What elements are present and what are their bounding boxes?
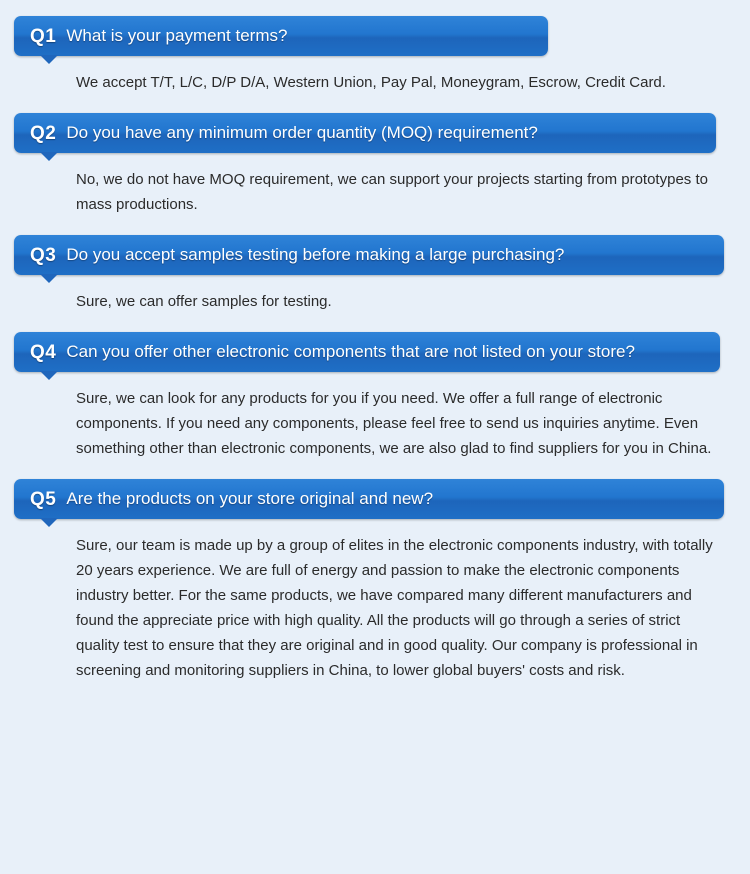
question-banner-q5 (14, 479, 724, 519)
answer-wrapper (14, 372, 736, 465)
question-text: Do you accept samples testing before making a large purchasing? (66, 245, 565, 264)
answer-text: No, we do not have MOQ requirement, we can support your projects starting from prototypes to mass productions. (76, 171, 708, 213)
question-banner-q4 (14, 332, 720, 372)
question-banner-q3 (14, 235, 724, 275)
answer-wrapper (14, 153, 736, 221)
question-tag: Q2 (30, 122, 57, 144)
question-tag: Q3 (30, 244, 57, 266)
question-tag: Q5 (30, 488, 57, 510)
question-text: Do you have any minimum order quantity (MOQ) requirement? (66, 123, 538, 142)
question-text: What is your payment terms? (66, 26, 288, 45)
answer-text: We accept T/T, L/C, D/P D/A, Western Union, Pay Pal, Moneygram, Escrow, Credit Card. (76, 74, 666, 91)
question-tag: Q4 (30, 341, 57, 363)
faq-item (14, 113, 736, 221)
answer-wrapper (14, 56, 736, 99)
answer-wrapper (14, 275, 736, 318)
faq-item (14, 479, 736, 687)
question-banner-q1 (14, 16, 548, 56)
answer-text: Sure, we can look for any products for you if you need. We offer a full range of electronic components. If you need any components, please feel free to send us inquiries anytime. Even something other than electronic components, we are also glad to find suppliers for you in China. (76, 390, 712, 457)
faq-item (14, 332, 736, 465)
question-text: Can you offer other electronic components that are not listed on your store? (66, 342, 635, 361)
question-banner-q2 (14, 113, 716, 153)
faq-item (14, 16, 736, 99)
answer-text: Sure, we can offer samples for testing. (76, 293, 332, 310)
answer-text: Sure, our team is made up by a group of elites in the electronic components industry, with totally 20 years experience. We are full of energy and passion to make the electronic components industry better. For the same products, we have compared many different manufacturers and found the appreciate price with high quality. All the products will go through a series of strict quality test to ensure that they are original and in good quality. Our company is professional in screening and monitoring suppliers in China, to lower global buyers' costs and risk. (76, 537, 713, 679)
faq-item (14, 235, 736, 318)
answer-wrapper (14, 519, 736, 687)
question-tag: Q1 (30, 25, 57, 47)
question-text: Are the products on your store original and new? (66, 489, 434, 508)
